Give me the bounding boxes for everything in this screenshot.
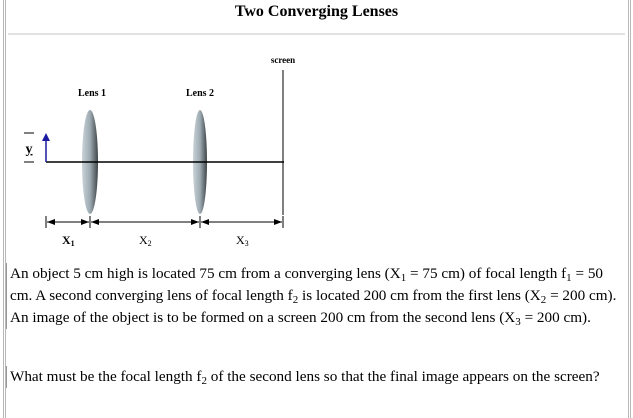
problem-question: What must be the focal length $f_2$ of the second lens so that the final image appears on the screen? [6, 366, 625, 388]
problem-statement: An object 5 cm high is located 75 cm from a converging lens ($X_1 = 75$ cm) of focal length $f_1 = 50$ cm. A second converging lens of focal length $f_2$ is located 200 cm from the first lens ($X_2 = 200$ cm). An image of the object is to be formed on a screen 200 cm from the second lens ($X_3 = 200$ cm). [6, 263, 625, 329]
x2-label: X2 [139, 233, 152, 248]
lens1-label: Lens 1 [77, 88, 107, 99]
lens2-label: Lens 2 [185, 88, 215, 99]
x1-label: X1 [62, 233, 75, 248]
page-title: Two Converging Lenses [234, 3, 399, 20]
x3-label: X3 [236, 233, 249, 248]
object-arrow-head [42, 133, 50, 141]
object-height-label: y [25, 142, 33, 157]
dimension-lines [46, 216, 283, 228]
screen-label: screen [270, 55, 296, 65]
